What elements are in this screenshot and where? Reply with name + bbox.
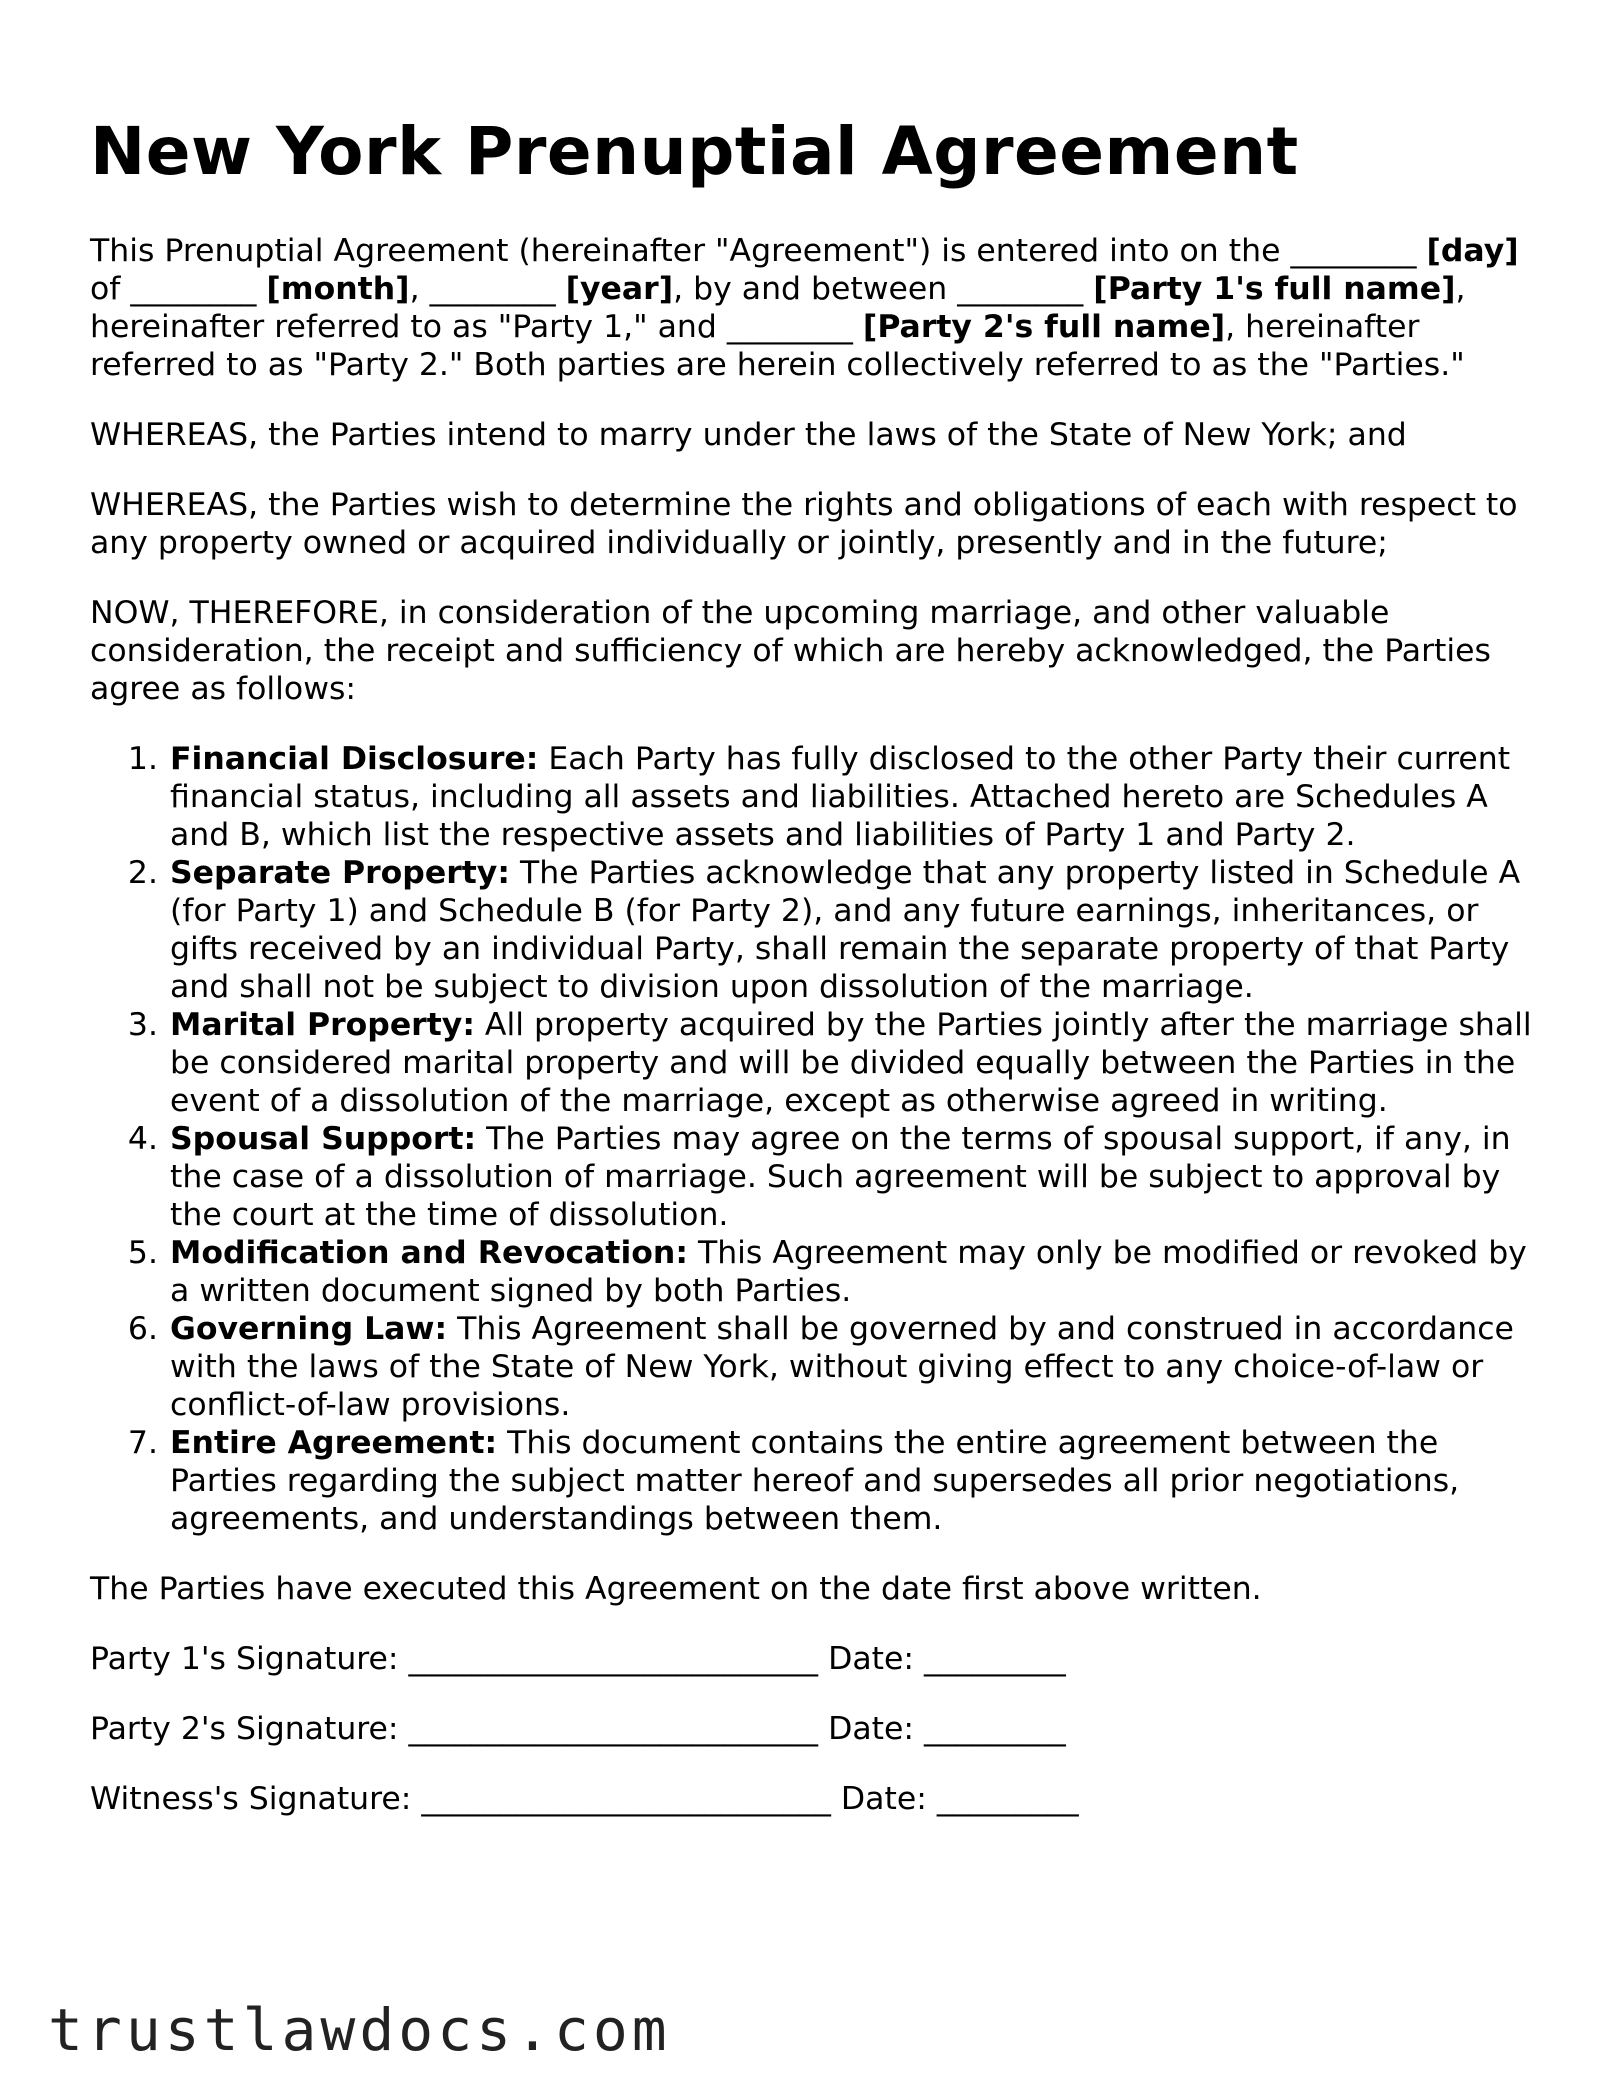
watermark: trustlawdocs.com [48,1996,671,2064]
clause-text: All property acquired by the Parties jointly after the marriage shall be considered marital property and will be divided equally between the Parties in the event of a dissolution of the marriage, except as otherwise agreed in writing. [170,1007,1532,1119]
now-therefore-paragraph: NOW, THEREFORE, in consideration of the upcoming marriage, and other valuable consideration, the receipt and sufficiency of which are hereby acknowledged, the Parties agree as follows: [90,595,1491,707]
clause-text: This Agreement may only be modified or revoked by a written document signed by both Parties. [170,1235,1527,1309]
clause-heading: Financial Disclosure: [170,741,539,777]
intro-text: of ________ [90,271,267,307]
month-placeholder: [month] [266,271,410,307]
intro-text: , hereinafter referred to as "Party 2." Both parties are herein collectively referred to as the "Parties." [90,309,1465,383]
intro-text: This Prenuptial Agreement (hereinafter "Agreement") is entered into on the ________ [90,233,1427,269]
page-title: New York Prenuptial Agreement [90,113,1299,190]
clause-heading: Governing Law: [170,1311,448,1347]
party-2-name-placeholder: [Party 2's full name] [862,309,1226,345]
party-1-signature-line: Party 1's Signature: __________________________ Date: _________ [90,1641,1066,1677]
intro-text: , ________ [409,271,566,307]
clause-heading: Modification and Revocation: [170,1235,688,1271]
clause-heading: Spousal Support: [170,1121,477,1157]
witness-signature-line: Witness's Signature: __________________________ Date: _________ [90,1781,1079,1817]
clause-item [168,1120,1540,1234]
clause-text: The Parties may agree on the terms of spousal support, if any, in the case of a dissolution of marriage. Such agreement will be subject to approval by the court at the time of dissolution. [170,1121,1511,1233]
clause-item [168,1424,1540,1538]
clause-text: This document contains the entire agreement between the Parties regarding the subject matter hereof and supersedes all prior negotiations, agreements, and understandings between them. [170,1425,1460,1537]
clause-text: The Parties acknowledge that any property listed in Schedule A (for Party 1) and Schedule B (for Party 2), and any future earnings, inheritances, or gifts received by an individual Party, shall remain the separate property of that Party and shall not be subject to division upon dissolution of the marriage. [170,855,1521,1005]
intro-text: , hereinafter referred to as "Party 1," and ________ [90,271,1466,345]
clause-item [168,854,1540,1006]
year-placeholder: [year] [565,271,674,307]
clause-item [168,1234,1540,1310]
clause-item [168,1310,1540,1424]
clause-text: Each Party has fully disclosed to the other Party their current financial status, including all assets and liabilities. Attached hereto are Schedules A and B, which list the respective assets and liabilities of Party 1 and Party 2. [170,741,1511,853]
whereas-paragraph-2: WHEREAS, the Parties wish to determine the rights and obligations of each with respect to any property owned or acquired individually or jointly, presently and in the future; [90,487,1518,561]
party-1-name-placeholder: [Party 1's full name] [1093,271,1456,307]
clause-text: This Agreement shall be governed by and construed in accordance with the laws of the State of New York, without giving effect to any choice-of-law or conflict-of-law provisions. [170,1311,1514,1423]
clause-heading: Separate Property: [170,855,510,891]
party-2-signature-line: Party 2's Signature: __________________________ Date: _________ [90,1711,1066,1747]
intro-paragraph [90,232,1540,384]
day-placeholder: [day] [1426,233,1519,269]
whereas-paragraph-1: WHEREAS, the Parties intend to marry under the laws of the State of New York; and [90,417,1407,453]
clause-heading: Marital Property: [170,1007,475,1043]
clause-list [90,740,1540,1538]
clause-heading: Entire Agreement: [170,1425,498,1461]
executed-statement: The Parties have executed this Agreement on the date first above written. [90,1571,1262,1607]
clause-item [168,740,1540,854]
clause-item [168,1006,1540,1120]
document-page [90,112,1540,1850]
intro-text: , by and between ________ [673,271,1094,307]
